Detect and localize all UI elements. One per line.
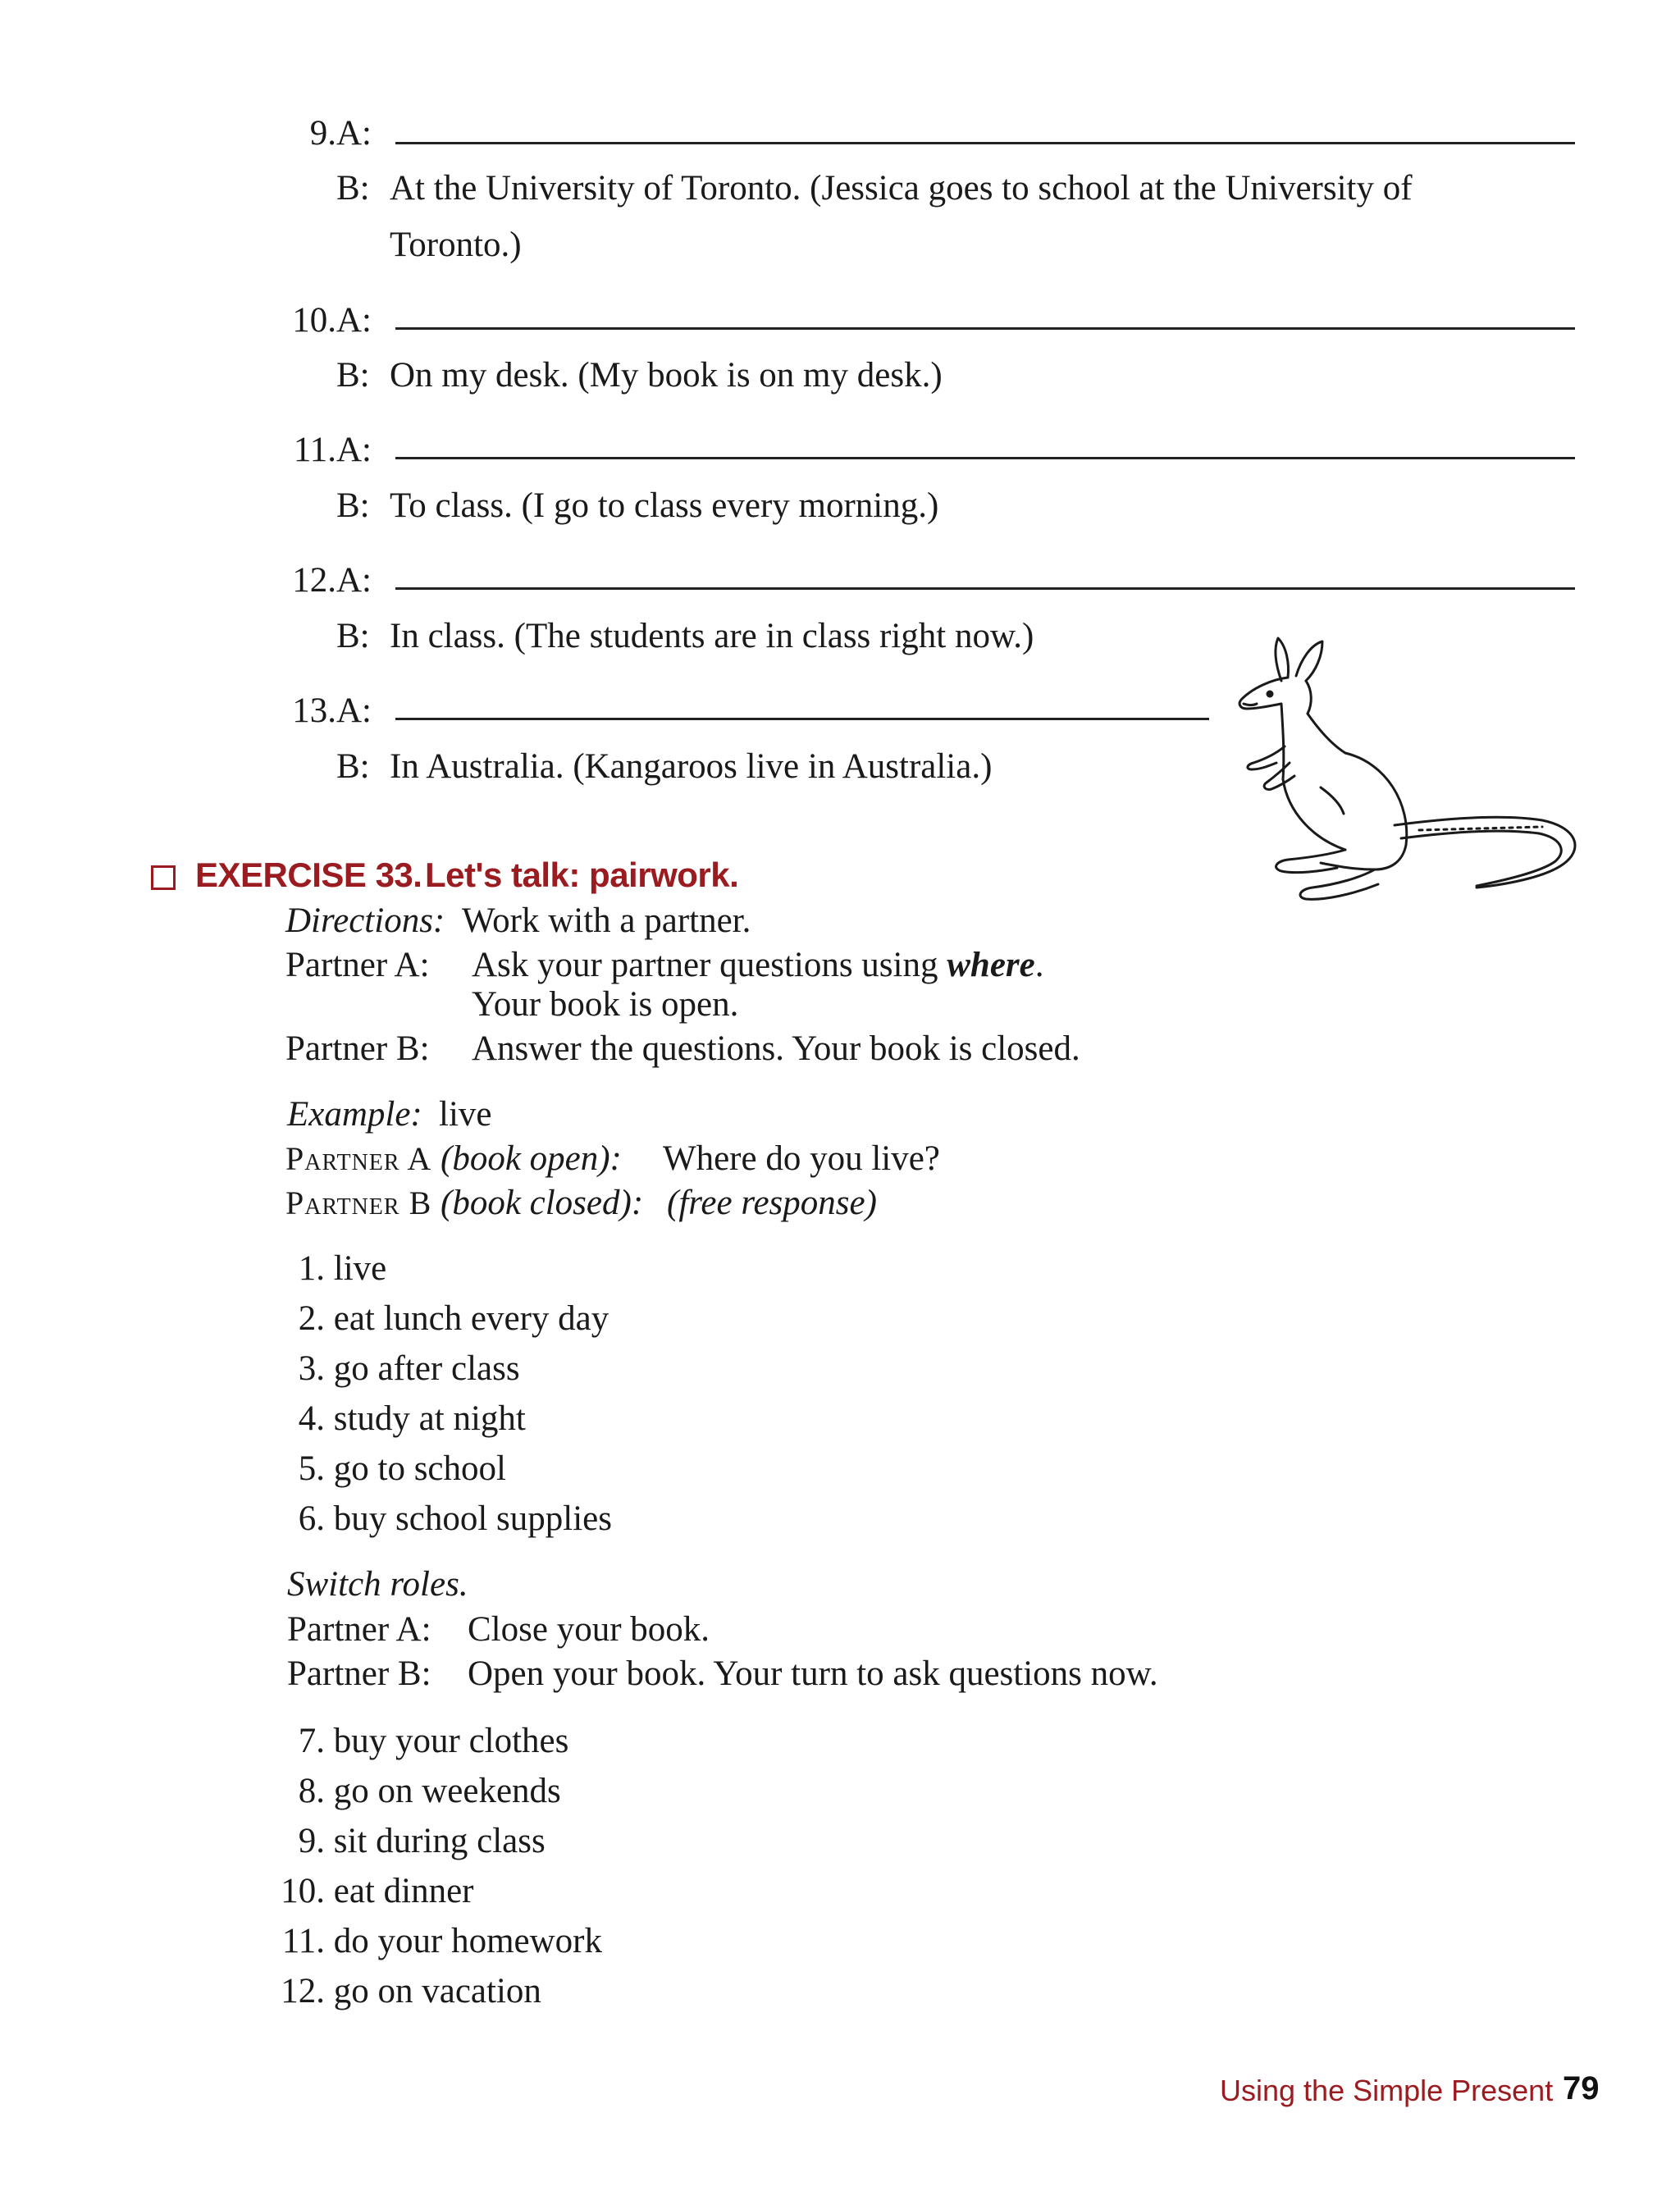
example-partner-b-text: (free response): [667, 1184, 877, 1222]
switch-partner-b-label: Partner B:: [287, 1654, 431, 1693]
list-item: 10. eat dinner: [281, 1872, 474, 1910]
qa-number: 10.: [292, 301, 336, 340]
partner-b-text: Answer the questions. Your book is closed.: [472, 1029, 1080, 1068]
switch-roles-label: Switch roles.: [287, 1565, 468, 1604]
qa-a-label: A:: [336, 114, 372, 153]
list-item: 8. go on weekends: [298, 1772, 561, 1810]
qa-answer: In class. (The students are in class right now.): [390, 617, 1034, 655]
footer-title: Using the Simple Present: [1220, 2074, 1554, 2107]
partner-a-text: Ask your partner questions using where.: [472, 946, 1044, 984]
qa-number: 13.: [292, 691, 336, 730]
example-label: Example:: [287, 1095, 422, 1134]
qa-number: 12.: [292, 561, 336, 600]
qa-a-label: A:: [336, 691, 372, 730]
example-partner-b: Partner B (book closed):: [285, 1184, 644, 1222]
qa-number: 11.: [293, 431, 336, 469]
example-partner-a: Partner A (book open):: [285, 1139, 622, 1178]
example-word: live: [439, 1095, 492, 1134]
qa-answer: On my desk. (My book is on my desk.): [390, 356, 943, 395]
answer-blank[interactable]: [395, 327, 1575, 330]
list-item: 6. buy school supplies: [298, 1499, 612, 1538]
switch-partner-a-label: Partner A:: [287, 1610, 431, 1649]
exercise-title: Let's talk: pairwork.: [425, 856, 739, 894]
list-item: 11. do your homework: [281, 1922, 602, 1960]
list-item: 7. buy your clothes: [298, 1722, 569, 1760]
answer-blank[interactable]: [395, 587, 1575, 590]
switch-partner-a-text: Close your book.: [468, 1610, 710, 1649]
answer-blank[interactable]: [395, 457, 1575, 459]
directions-label: Directions:: [285, 901, 445, 940]
list-item: 12. go on vacation: [281, 1972, 541, 2010]
page-number: 79: [1563, 2070, 1600, 2106]
list-item: 1. live: [298, 1249, 387, 1288]
keyword-where: where: [947, 946, 1035, 984]
answer-blank[interactable]: [395, 718, 1209, 720]
list-item: 3. go after class: [298, 1349, 520, 1388]
partner-a-label: Partner A:: [285, 946, 430, 984]
qa-answer: At the University of Toronto. (Jessica goes to school at the University of: [390, 169, 1413, 208]
prompt-list-1: [276, 1247, 612, 1541]
example-partner-a-text: Where do you live?: [663, 1139, 940, 1178]
exercise-label: EXERCISE 33.: [195, 856, 422, 894]
qa-answer-continued: Toronto.): [390, 226, 522, 264]
answer-blank[interactable]: [395, 142, 1575, 144]
list-item: 5. go to school: [298, 1449, 506, 1488]
prompt-list-2: [276, 1719, 602, 2014]
list-item: 4. study at night: [298, 1399, 526, 1438]
checkbox-icon[interactable]: [151, 865, 176, 890]
partner-a-text-2: Your book is open.: [472, 985, 739, 1024]
kangaroo-illustration: [1230, 623, 1591, 919]
qa-b-label: B:: [336, 747, 370, 786]
qa-answer: To class. (I go to class every morning.): [390, 486, 939, 525]
qa-b-label: B:: [336, 486, 370, 525]
qa-number: 9.: [309, 114, 336, 153]
partner-b-label: Partner B:: [285, 1029, 430, 1068]
qa-a-label: A:: [336, 431, 372, 469]
qa-answer: In Australia. (Kangaroos live in Australia.): [390, 747, 993, 786]
switch-partner-b-text: Open your book. Your turn to ask questions now.: [468, 1654, 1158, 1693]
qa-a-label: A:: [336, 561, 372, 600]
qa-b-label: B:: [336, 617, 370, 655]
qa-a-label: A:: [336, 301, 372, 340]
qa-b-label: B:: [336, 356, 370, 395]
directions-text: Work with a partner.: [462, 901, 751, 940]
list-item: 9. sit during class: [298, 1822, 546, 1860]
qa-b-label: B:: [336, 169, 370, 208]
list-item: 2. eat lunch every day: [298, 1299, 609, 1338]
